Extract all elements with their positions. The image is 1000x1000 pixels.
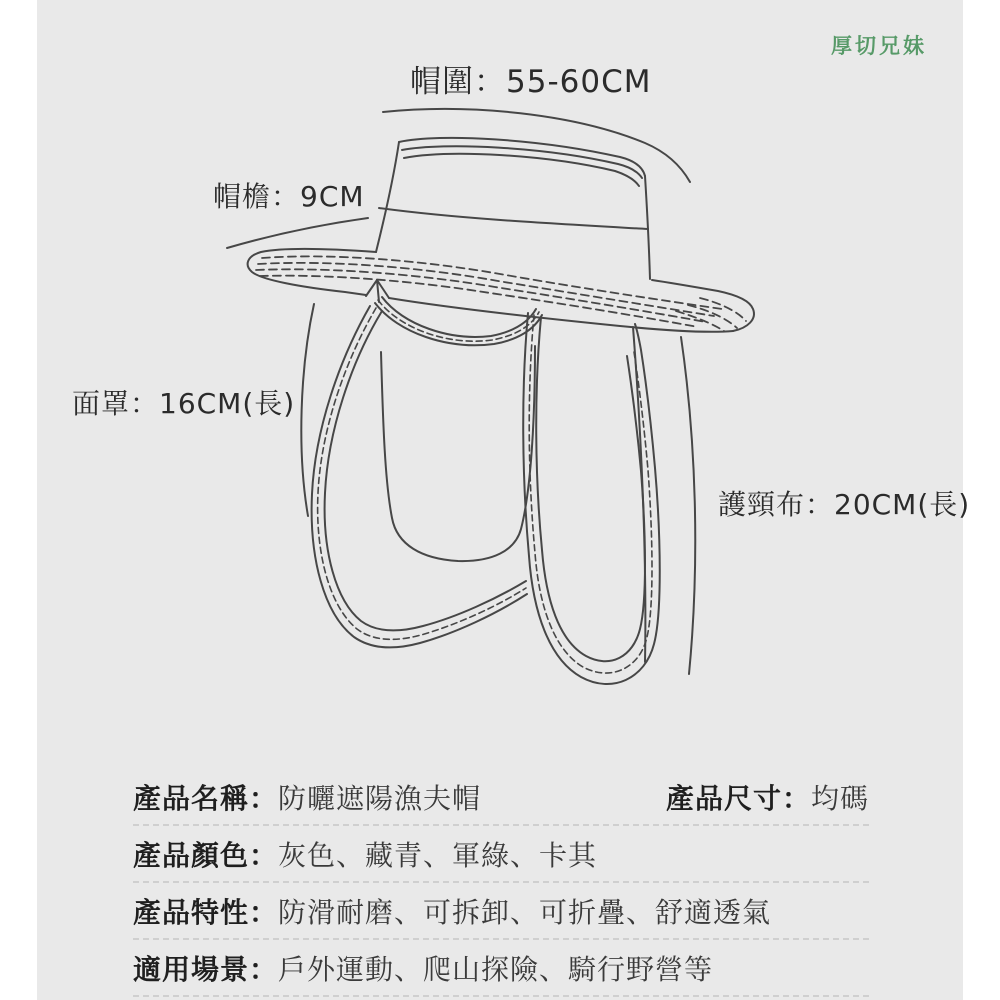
spec-row-name-size [133, 769, 869, 826]
spec-row-features [133, 883, 869, 940]
annotation-face-mask-length: 面罩：16CM(長) [72, 387, 296, 420]
annotation-hat-circumference: 帽圍：55-60CM [410, 64, 652, 100]
annotation-brim-width: 帽檐：9CM [213, 180, 365, 213]
spec-value: 均碼 [810, 781, 869, 815]
brand-watermark: 厚切兄妹 [831, 34, 927, 58]
spec-value: 灰色、藏青、軍綠、卡其 [278, 838, 598, 872]
chin-strap [375, 297, 542, 345]
spec-cell-use-scenarios [133, 948, 713, 988]
brim-stitching [256, 256, 746, 331]
leader-brim [227, 218, 368, 248]
spec-cell-product-features [133, 891, 771, 931]
spec-label: 產品尺寸： [665, 781, 811, 815]
spec-cell-product-name [133, 777, 481, 817]
spec-label: 產品名稱： [133, 781, 279, 815]
spec-value: 防滑耐磨、可拆卸、可折疊、舒適透氣 [278, 895, 772, 929]
spec-value: 戶外運動、爬山探險、騎行野營等 [278, 952, 714, 986]
spec-value: 防曬遮陽漁夫帽 [278, 781, 482, 815]
spec-row-colors [133, 826, 869, 883]
hat-crown [376, 138, 650, 279]
left-strap [312, 306, 527, 647]
spec-row-scenarios [133, 940, 869, 997]
hat-brim [248, 249, 754, 332]
spec-label: 產品顏色： [133, 838, 279, 872]
spec-table [133, 769, 869, 997]
spec-cell-product-colors [133, 834, 597, 874]
spec-label: 產品特性： [133, 895, 279, 929]
spec-label: 適用場景： [133, 952, 279, 986]
face-mask [381, 346, 535, 561]
spec-cell-product-size [666, 777, 869, 817]
annotation-neck-flap-length: 護頸布：20CM(長) [718, 488, 971, 521]
neck-strap-loop [523, 313, 660, 684]
